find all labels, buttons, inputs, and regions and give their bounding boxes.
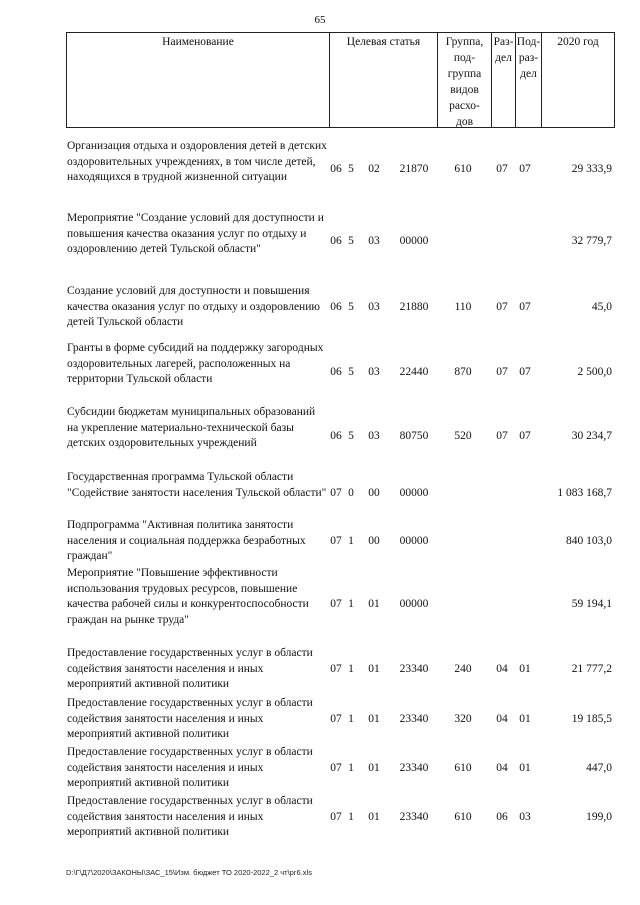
row-amount: 32 779,7 xyxy=(571,235,612,247)
row-name: Мероприятие "Создание условий для доступности и повышения качества оказания услуг по отдыху и оздоровлению детей Тульской области" xyxy=(67,212,324,255)
header-section-line: Раз- xyxy=(493,36,514,48)
row-code-2: 0 xyxy=(348,487,354,499)
page-number: 65 xyxy=(314,14,326,26)
row-code-4: 21870 xyxy=(399,163,429,175)
row-code-2: 1 xyxy=(348,762,354,774)
row-code-4: 22440 xyxy=(399,366,429,378)
row-code-2: 1 xyxy=(348,598,354,610)
row-code-2: 5 xyxy=(348,235,354,247)
row-code-4: 00000 xyxy=(399,598,429,610)
row-group: 610 xyxy=(454,762,472,774)
row-section: 07 xyxy=(496,163,508,175)
row-code-1: 06 xyxy=(330,235,342,247)
row-amount: 840 103,0 xyxy=(566,535,612,547)
row-code-3: 01 xyxy=(368,663,380,675)
row-code-3: 03 xyxy=(368,301,380,313)
row-code-4: 00000 xyxy=(399,487,429,499)
row-name: Предоставление государственных услуг в области содействия занятости населения и иных мероприятий активной политики xyxy=(67,746,313,789)
row-code-1: 06 xyxy=(330,163,342,175)
row-code-2: 1 xyxy=(348,535,354,547)
row-code-2: 5 xyxy=(348,366,354,378)
row-code-4: 21880 xyxy=(399,301,429,313)
row-code-4: 00000 xyxy=(399,535,429,547)
row-subsection: 01 xyxy=(519,713,531,725)
row-group: 240 xyxy=(454,663,472,675)
header-subsection-line: дел xyxy=(520,68,537,80)
row-code-4: 00000 xyxy=(399,235,429,247)
row-code-4: 23340 xyxy=(399,762,429,774)
row-subsection: 03 xyxy=(519,811,531,823)
row-code-4: 80750 xyxy=(399,430,429,442)
row-code-2: 5 xyxy=(348,163,354,175)
row-code-1: 07 xyxy=(330,663,342,675)
row-group: 320 xyxy=(454,713,472,725)
row-section: 07 xyxy=(496,301,508,313)
header-subsection-line: Под- xyxy=(516,36,541,48)
row-code-2: 1 xyxy=(348,663,354,675)
header-group-line: под- xyxy=(453,52,476,64)
row-code-1: 06 xyxy=(330,301,342,313)
row-code-1: 07 xyxy=(330,762,342,774)
row-name: Предоставление государственных услуг в области содействия занятости населения и иных мероприятий активной политики xyxy=(67,697,313,740)
row-section: 04 xyxy=(496,762,508,774)
row-code-1: 07 xyxy=(330,598,342,610)
row-amount: 2 500,0 xyxy=(577,366,612,378)
row-amount: 447,0 xyxy=(586,762,612,774)
row-group: 520 xyxy=(454,430,472,442)
row-amount: 29 333,9 xyxy=(571,163,612,175)
row-group: 110 xyxy=(454,301,472,313)
header-group-line: дов xyxy=(455,116,474,128)
row-code-3: 02 xyxy=(368,163,380,175)
row-amount: 45,0 xyxy=(591,301,612,313)
header-target-article: Целевая статья xyxy=(329,33,437,127)
row-code-2: 5 xyxy=(348,430,354,442)
row-code-2: 1 xyxy=(348,811,354,823)
row-section: 04 xyxy=(496,663,508,675)
row-subsection: 01 xyxy=(519,663,531,675)
row-group: 870 xyxy=(454,366,472,378)
row-code-3: 03 xyxy=(368,366,380,378)
row-code-4: 23340 xyxy=(399,811,429,823)
row-code-1: 07 xyxy=(330,535,342,547)
header-subsection-line: раз- xyxy=(518,52,539,64)
row-name: Государственная программа Тульской области "Содействие занятости населения Тульской области" xyxy=(67,471,327,499)
row-section: 06 xyxy=(496,811,508,823)
row-amount: 19 185,5 xyxy=(571,713,612,725)
row-name: Предоставление государственных услуг в области содействия занятости населения и иных мероприятий активной политики xyxy=(67,795,313,838)
row-name: Подпрограмма "Активная политика занятости населения и социальная поддержка безработных граждан" xyxy=(67,519,306,562)
row-name: Организация отдыха и оздоровления детей в детских оздоровительных учреждениях, в том числе детей, находящихся в трудной жизненной ситуации xyxy=(67,140,327,183)
header-year: 2020 год xyxy=(541,33,614,127)
row-name: Создание условий для доступности и повышения качества оказания услуг по отдыху и оздоровлению детей Тульской области xyxy=(67,285,320,328)
row-code-1: 07 xyxy=(330,487,342,499)
row-code-3: 00 xyxy=(368,487,380,499)
row-amount: 1 083 168,7 xyxy=(557,487,612,499)
header-group-line: расхо- xyxy=(449,100,480,112)
header-name: Наименование xyxy=(162,36,234,48)
header-group-line: группа xyxy=(447,68,482,80)
row-amount: 199,0 xyxy=(586,811,612,823)
row-code-3: 03 xyxy=(368,430,380,442)
row-section: 07 xyxy=(496,430,508,442)
row-group: 610 xyxy=(454,163,472,175)
row-amount: 30 234,7 xyxy=(571,430,612,442)
row-amount: 21 777,2 xyxy=(571,663,612,675)
row-subsection: 07 xyxy=(519,163,531,175)
row-subsection: 07 xyxy=(519,301,531,313)
row-amount: 59 194,1 xyxy=(571,598,612,610)
row-name: Субсидии бюджетам муниципальных образований на укрепление материально-технической базы детских оздоровительных учреждений xyxy=(67,406,316,449)
row-code-3: 01 xyxy=(368,598,380,610)
row-name: Мероприятие "Повышение эффективности использования трудовых ресурсов, повышение качества рабочей силы и конкурентоспособности граждан на рынке труда" xyxy=(67,567,309,626)
row-subsection: 01 xyxy=(519,762,531,774)
row-code-3: 00 xyxy=(368,535,380,547)
row-code-2: 5 xyxy=(348,301,354,313)
file-path-footer: D:\Г\Д7\2020\ЗАКОНЫ\ЗАС_15\Изм. бюджет ТО 2020-2022_2 чт\рг6.xls xyxy=(66,868,312,877)
row-code-2: 1 xyxy=(348,713,354,725)
row-group: 610 xyxy=(454,811,472,823)
row-subsection: 07 xyxy=(519,366,531,378)
row-code-1: 06 xyxy=(330,430,342,442)
row-code-1: 07 xyxy=(330,713,342,725)
row-code-1: 06 xyxy=(330,366,342,378)
row-code-3: 01 xyxy=(368,762,380,774)
header-group-line: Группа, xyxy=(445,36,484,48)
row-code-1: 07 xyxy=(330,811,342,823)
row-subsection: 07 xyxy=(519,430,531,442)
row-name: Гранты в форме субсидий на поддержку загородных оздоровительных лагерей, расположенных на территории Тульской области xyxy=(67,342,324,385)
row-code-3: 01 xyxy=(368,811,380,823)
row-code-3: 03 xyxy=(368,235,380,247)
row-name: Предоставление государственных услуг в области содействия занятости населения и иных мероприятий активной политики xyxy=(67,647,313,690)
header-section-line: дел xyxy=(495,52,512,64)
row-section: 07 xyxy=(496,366,508,378)
row-code-4: 23340 xyxy=(399,713,429,725)
row-section: 04 xyxy=(496,713,508,725)
row-code-3: 01 xyxy=(368,713,380,725)
row-code-4: 23340 xyxy=(399,663,429,675)
header-group-line: видов xyxy=(450,84,479,96)
